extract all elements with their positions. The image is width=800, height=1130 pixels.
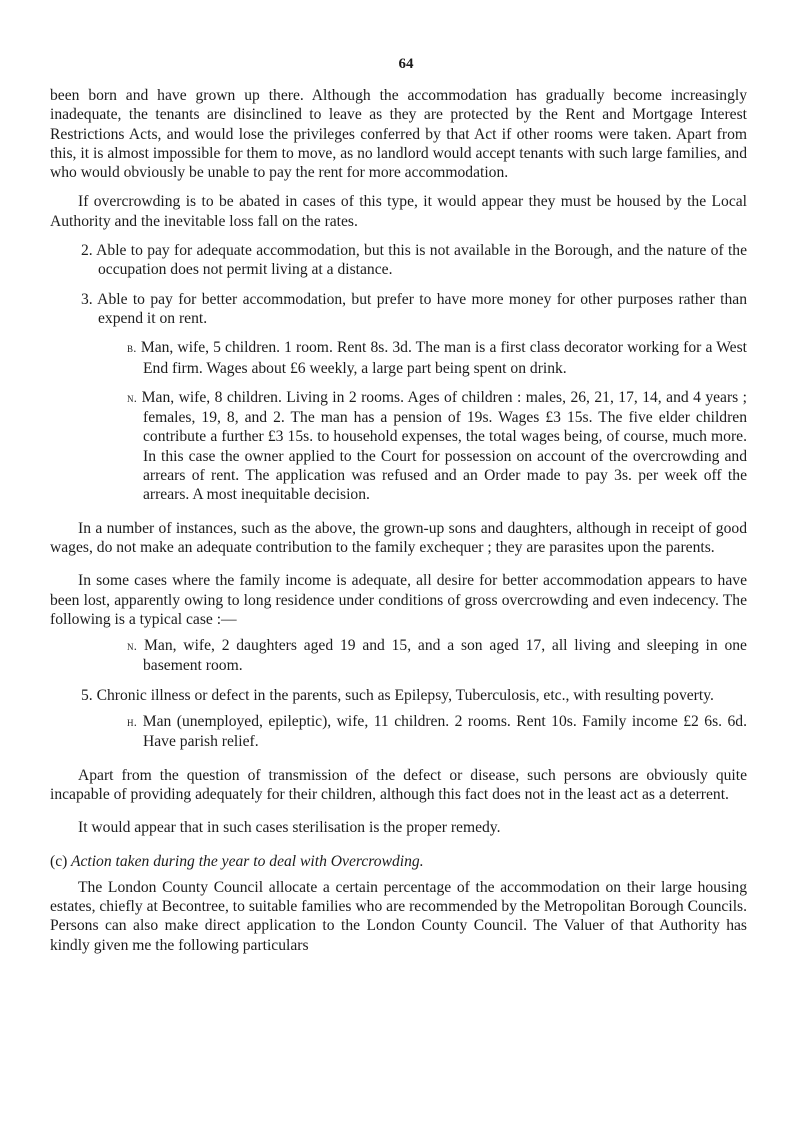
- paragraph-housing-authority: If overcrowding is to be abated in cases of this type, it would appear they must be housed by the Local Authority and the inevitable loss fall on the rates.: [50, 193, 747, 230]
- case-tag: n.: [127, 390, 138, 405]
- page-body: [50, 86, 747, 955]
- paragraph-lcc-allocation: The London County Council allocate a certain percentage of the accommodation on their large housing estates, chiefly at Becontree, to suitable families who are recommended by the Metropolitan Borough Councils. Persons can also make direct application to the London County Council. The Valuer of that Authority has kindly given me the following particulars: [50, 878, 747, 954]
- paragraph-family-income: In some cases where the family income is adequate, all desire for better accommodation appears to have been lost, apparently owing to long residence under conditions of gross overcrowding and even indecency. The following is a typical case :—: [50, 572, 747, 628]
- list-item-2: 2. Able to pay for adequate accommodation, but this is not available in the Borough, and the nature of the occupation does not permit living at a distance.: [81, 242, 747, 279]
- section-letter: (c): [50, 852, 68, 870]
- case-n-first: [50, 388, 747, 505]
- case-tag: b.: [127, 341, 137, 356]
- case-text: Man, wife, 2 daughters aged 19 and 15, and a son aged 17, all living and sleeping in one basement room.: [143, 637, 747, 675]
- list-item-3: 3. Able to pay for better accommodation, but prefer to have more money for other purposes rather than expend it on rent.: [81, 290, 747, 327]
- case-n-second: [50, 636, 747, 676]
- section-title: Action taken during the year to deal with Overcrowding.: [70, 852, 424, 870]
- case-text: Man (unemployed, epileptic), wife, 11 children. 2 rooms. Rent 10s. Family income £2 6s. 6d. Have parish relief.: [142, 713, 747, 751]
- list-item-5: 5. Chronic illness or defect in the parents, such as Epilepsy, Tuberculosis, etc., with resulting poverty.: [81, 686, 714, 704]
- paragraph-continuation: been born and have grown up there. Although the accommodation has gradually become increasingly inadequate, the tenants are disinclined to leave as they are protected by the Rent and Mortgage Interest Restrictions Acts, and would lose the privileges conferred by that Act if other rooms were taken. Apart from this, it is almost impossible for them to move, as no landlord would accept tenants with such large families, and who would obviously be unable to pay the rent for more accommodation.: [50, 87, 747, 182]
- paragraph-sterilisation: It would appear that in such cases sterilisation is the proper remedy.: [78, 819, 501, 837]
- paragraph-grown-up-children: In a number of instances, such as the above, the grown-up sons and daughters, although in receipt of good wages, do not make an adequate contribution to the family exchequer ; they are parasites upon the parents.: [50, 519, 747, 556]
- case-tag: h.: [127, 715, 138, 730]
- case-text: Man, wife, 5 children. 1 room. Rent 8s. 3d. The man is a first class decorator working for a West End firm. Wages about £6 weekly, a large part being spent on drink.: [140, 339, 747, 377]
- section-heading-c: [50, 852, 747, 871]
- page-number: 64: [398, 56, 414, 72]
- paragraph-transmission: Apart from the question of transmission of the defect or disease, such persons are obviously quite incapable of providing adequately for their children, although this fact does not in the least act as a deterrent.: [50, 766, 747, 803]
- case-h: [50, 712, 747, 752]
- case-tag: n.: [127, 639, 138, 654]
- case-b: [50, 338, 747, 378]
- case-text: Man, wife, 8 children. Living in 2 rooms. Ages of children : males, 26, 21, 17, 14, and 4 years ; females, 19, 8, and 2. The man has a pension of 19s. Wages £3 15s. The five elder children contribute a further £3 15s. to household expenses, the total wages being, of course, much more. In this case the owner applied to the Court for possession on account of the overcrowding and arrears of rent. The application was refused and an Order made to pay 3s. per week off the arrears. A most inequitable decision.: [141, 388, 747, 504]
